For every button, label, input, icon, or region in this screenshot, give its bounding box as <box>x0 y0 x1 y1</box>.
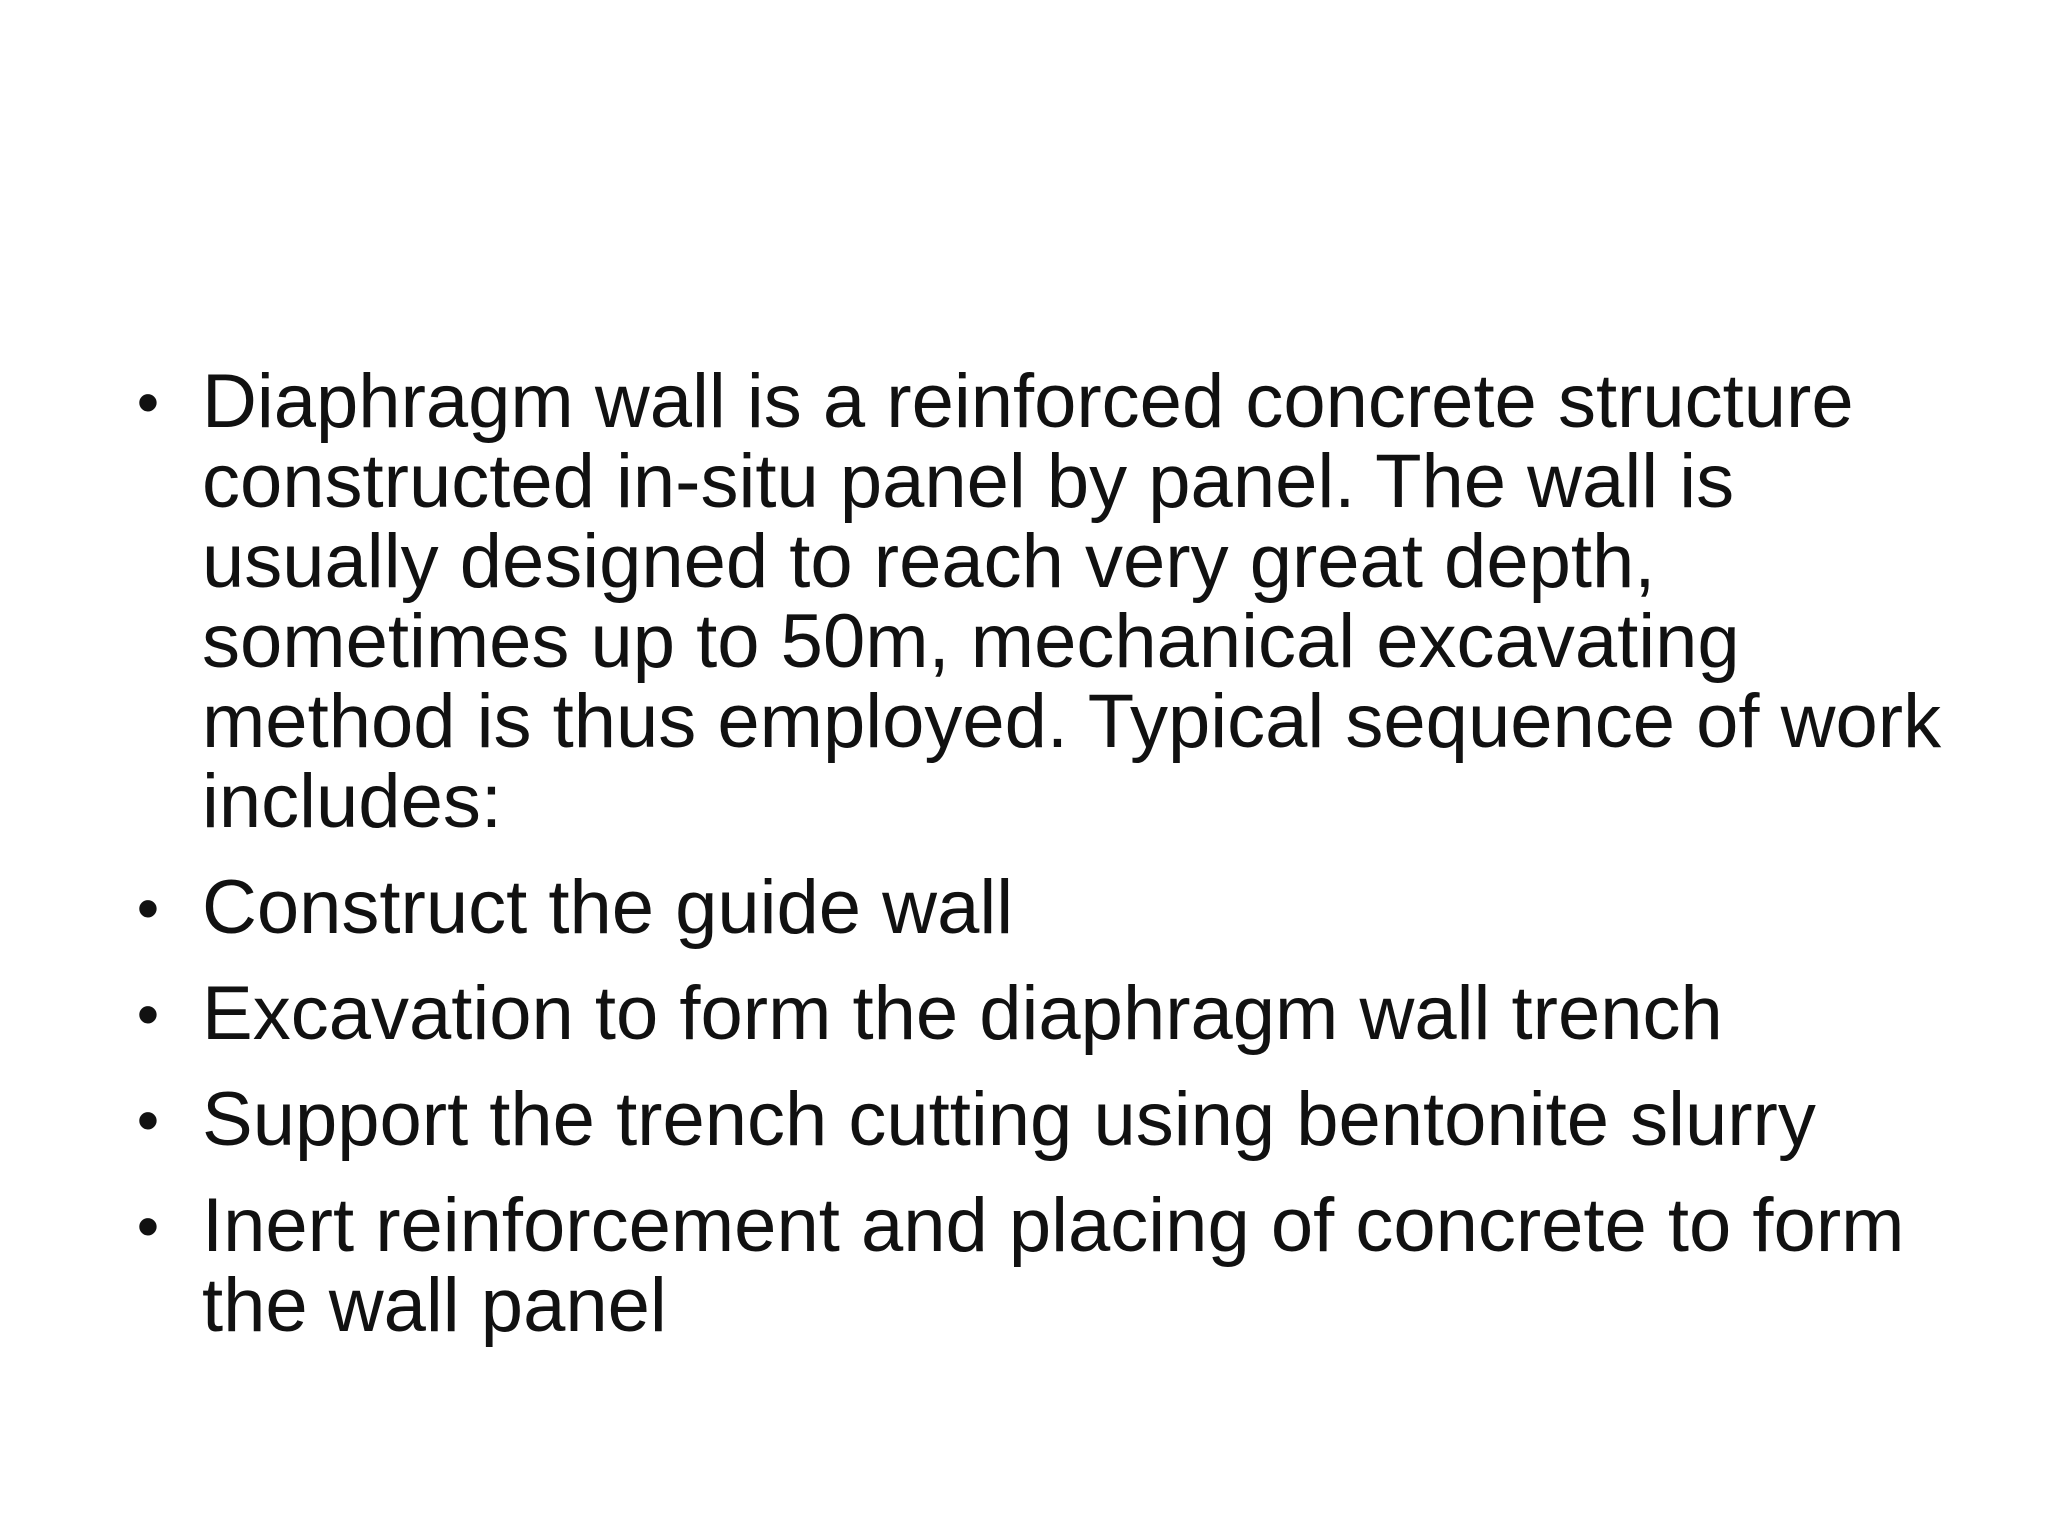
bullet-text: Construct the guide wall <box>202 865 1014 950</box>
bullet-text: Diaphragm wall is a reinforced concrete structure constructed in-situ panel by panel. The wall is usually designed to reach very great depth, sometimes up to 50m, mechanical excavating method is thus employed. Typical sequence of work includes: <box>202 359 1942 844</box>
bullet-item-intro <box>120 359 1950 844</box>
bullet-text: Support the trench cutting using bentonite slurry <box>202 1077 1816 1162</box>
bullet-item-excavation <box>120 971 1950 1056</box>
bullet-marker: • <box>136 366 160 438</box>
bullet-marker: • <box>136 978 160 1050</box>
bullet-marker: • <box>136 1190 160 1262</box>
bullet-marker: • <box>136 1084 160 1156</box>
bullet-item-trench-support <box>120 1077 1950 1162</box>
bullet-text: Inert reinforcement and placing of concrete to form the wall panel <box>202 1183 1905 1348</box>
bullet-list <box>120 359 1950 1348</box>
bullet-item-reinforcement <box>120 1183 1950 1348</box>
bullet-item-guide-wall <box>120 865 1950 950</box>
bullet-text: Excavation to form the diaphragm wall trench <box>202 971 1723 1056</box>
bullet-marker: • <box>136 872 160 944</box>
